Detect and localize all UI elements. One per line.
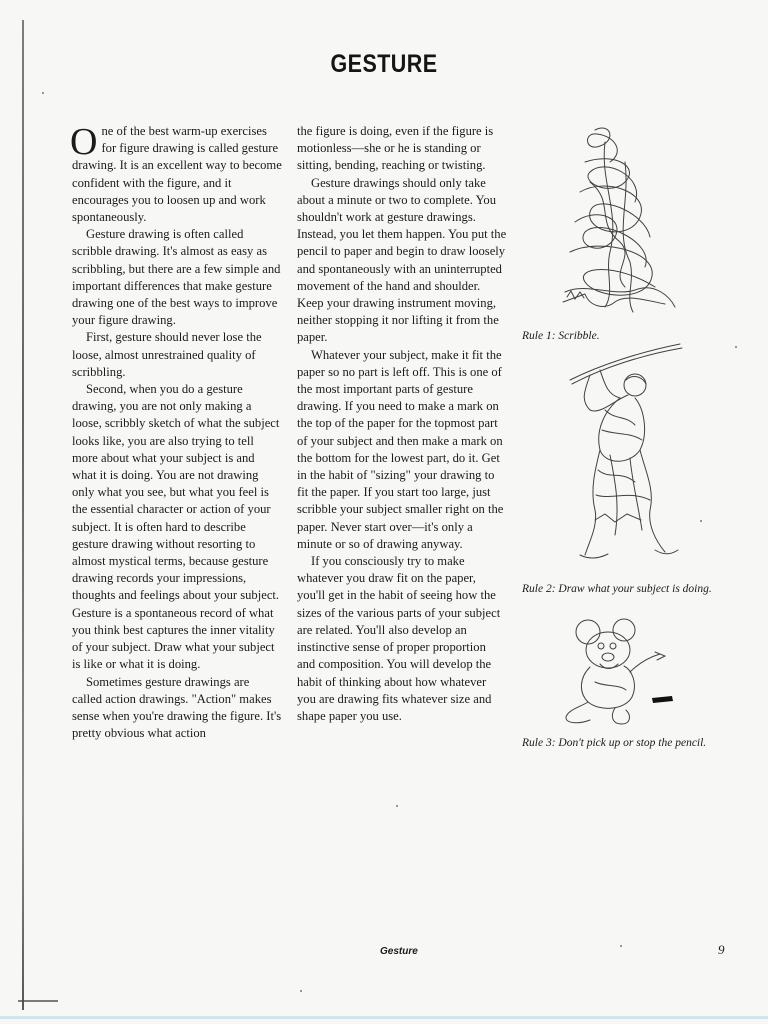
scan-speck bbox=[396, 805, 398, 807]
scan-speck bbox=[735, 346, 737, 348]
paragraph-5: Sometimes gesture drawings are called action drawings. "Action" makes sense when you're drawing the figure. It's pretty obvious what action bbox=[72, 674, 282, 741]
paragraph-9: If you consciously try to make whatever you draw fit on the paper, you'll get in the habit of seeing how the sizes of the various parts of your subject are related. You'll also develop an instinctive sense of proper proportion and composition. You will develop the habit of thinking about how whatever you are drawing fits whatever size and shape paper you use. bbox=[297, 554, 501, 723]
paragraph-6: the figure is doing, even if the figure is motionless—she or he is standing or sitting, bending, reaching or twisting. bbox=[297, 124, 494, 173]
text-column-1 bbox=[72, 123, 282, 742]
paragraph-7: Gesture drawings should only take about a minute or two to complete. You shouldn't work at gesture drawings. Instead, you let them happen. You put the pencil to paper and begin to draw loosely and spontaneously with an uninterrupted movement of the hand and shoulder. Keep your drawing instrument moving, neither stopping it nor lifting it from the paper. bbox=[297, 175, 507, 345]
scan-speck bbox=[620, 945, 622, 947]
scan-speck bbox=[300, 990, 302, 992]
footer-page-number: 9 bbox=[718, 942, 725, 957]
paragraph-8: Whatever your subject, make it fit the paper so no part is left off. This is one of the most important parts of gesture drawing. If you need to make a mark on the top of the paper for the topmost part of your subject and then make a mark on the bottom for the lowest part, do it. Get in the habit of "sizing" your drawing to fit the paper. If you start too large, just scribble your subject smaller right on the paper. Never start over—it's only a minute or so of drawing anyway. bbox=[297, 347, 504, 551]
caption-rule-1: Rule 1: Scribble. bbox=[522, 330, 600, 342]
caption-rule-2: Rule 2: Draw what your subject is doing. bbox=[522, 583, 712, 595]
scan-speck bbox=[700, 520, 702, 522]
paragraph-2: Gesture drawing is often called scribble drawing. It's almost as easy as scribbling, but there are a few simple and important differences that make gesture drawing one of the best ways to improve your figure drawing. bbox=[72, 227, 281, 328]
text-column-2 bbox=[297, 123, 507, 725]
paragraph-4: Second, when you do a gesture drawing, you are not only making a loose, scribbly sketch of what the subject looks like, you are also trying to tell more about what your subject is and what it is doing. You are not drawing only what you see, but what you feel is the essential character or action of your subject. It is often hard to describe gesture drawing without resorting to almost mystical terms, because gesture drawing records your impressions, thoughts and feelings about your subject. Gesture is a spontaneous record of what you think best captures the inner vitality of your subject. Draw what your subject is like or what it is doing. bbox=[72, 382, 280, 672]
paragraph-1-text: ne of the best warm-up exercises for figure drawing is called gesture drawing. It is an excellent way to become confident with the figure, and it encourages you to loosen up and work spontaneously. bbox=[72, 124, 282, 225]
paragraph-1 bbox=[72, 123, 282, 226]
cartoon-character-gesture-icon bbox=[560, 612, 690, 730]
scan-speck bbox=[42, 92, 44, 94]
paragraph-3: First, gesture should never lose the loose, almost unrestrained quality of scribbling. bbox=[72, 330, 262, 379]
binding-edge-line bbox=[22, 20, 24, 1010]
golfer-gesture-icon bbox=[560, 340, 690, 570]
pencil-mark-icon bbox=[652, 696, 673, 703]
drop-cap-letter: O bbox=[70, 121, 98, 163]
page-title: GESTURE bbox=[330, 50, 438, 78]
footer-section-title: Gesture bbox=[380, 946, 418, 957]
scan-edge-strip bbox=[0, 1016, 768, 1019]
binding-foot-mark bbox=[18, 1000, 58, 1002]
scribble-figure-icon bbox=[555, 122, 685, 317]
caption-rule-3: Rule 3: Don't pick up or stop the pencil. bbox=[522, 737, 707, 749]
